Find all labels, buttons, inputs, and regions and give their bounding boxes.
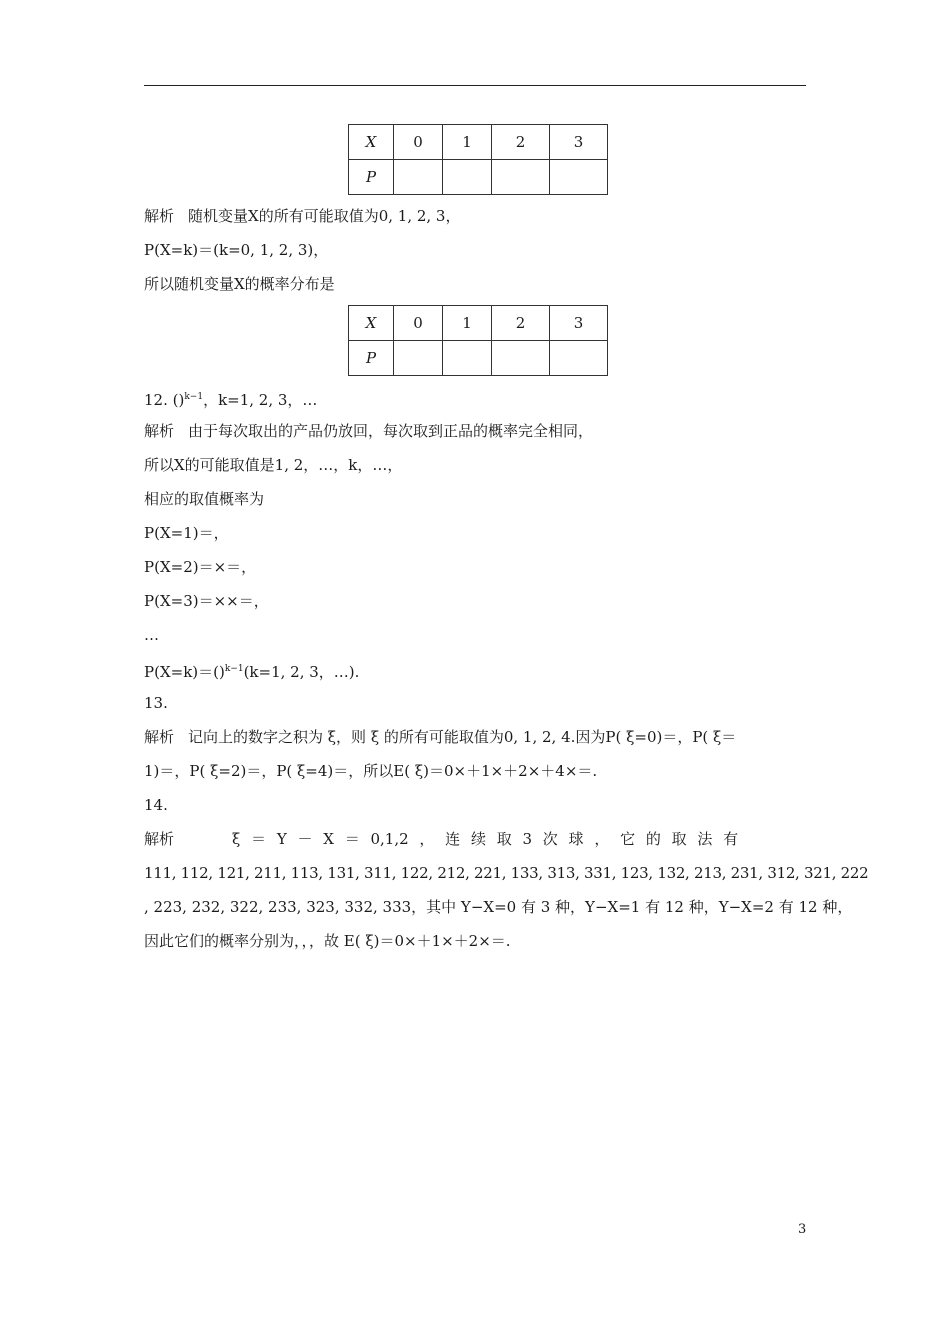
line-text: ，k=1, 2, 3，…: [203, 391, 318, 409]
table-cell: [550, 160, 608, 195]
line-text: 记向上的数字之积为 ξ，则 ξ 的所有可能取值为0, 1, 2, 4.因为P( ξ=0)＝，P( ξ＝: [188, 728, 737, 746]
text-line: 相应的取值概率为: [144, 490, 265, 508]
table-row: [349, 306, 608, 341]
table-cell: 3: [550, 306, 608, 341]
table-cell: [394, 160, 443, 195]
table-row: [349, 125, 608, 160]
exponent: k−1: [224, 664, 244, 674]
table-cell: [443, 341, 492, 376]
text-line: 所以X的可能取值是1, 2，…，k，…，: [144, 456, 403, 474]
text-line: [144, 652, 806, 686]
text-line: P(X=1)＝，: [144, 524, 229, 542]
text-line: [144, 720, 806, 754]
text-line: , 223, 232, 322, 233, 323, 332, 333，其中 Y−X=0 有 3 种，Y−X=1 有 12 种，Y−X=2 有 12 种，: [144, 898, 853, 916]
text-line: P(X=2)＝×＝，: [144, 558, 257, 576]
table-cell: [492, 160, 550, 195]
text-line: 111, 112, 121, 211, 113, 131, 311, 122, 212, 221, 133, 313, 331, 123, 132, 213, 231, 312, 321, 222: [144, 864, 869, 882]
table-row: [349, 341, 608, 376]
table-cell: 3: [550, 125, 608, 160]
table-cell: 2: [492, 306, 550, 341]
analysis-label: 解析: [144, 207, 175, 225]
text-line: P(X=k)＝(k=0, 1, 2, 3)，: [144, 241, 329, 259]
text-line: [144, 414, 806, 448]
table-cell: 1: [443, 306, 492, 341]
line-text: 随机变量X的所有可能取值为0, 1, 2, 3，: [188, 207, 461, 225]
header-rule: [144, 85, 806, 86]
table-row: [349, 160, 608, 195]
table-cell: [492, 341, 550, 376]
analysis-label: 解析: [144, 830, 175, 848]
table-cell: X: [349, 306, 394, 341]
text-line: [144, 822, 806, 856]
line-text: (k=1, 2, 3，…).: [243, 663, 360, 681]
analysis-label: 解析: [144, 728, 175, 746]
table-cell: [394, 341, 443, 376]
table-cell: [443, 160, 492, 195]
table-cell: 0: [394, 306, 443, 341]
line-text: 12. (): [144, 391, 185, 409]
table-cell: P: [349, 160, 394, 195]
table-cell: P: [349, 341, 394, 376]
distribution-table-top: [348, 124, 608, 195]
table-cell: 1: [443, 125, 492, 160]
analysis-label: 解析: [144, 422, 175, 440]
text-line: …: [144, 626, 159, 644]
problem-13-heading: 13.: [144, 694, 168, 712]
table-cell: 2: [492, 125, 550, 160]
problem-14-heading: 14.: [144, 796, 168, 814]
table-cell: X: [349, 125, 394, 160]
text-line: 所以随机变量X的概率分布是: [144, 275, 335, 293]
page-content: [144, 120, 869, 958]
page-number: 3: [798, 1222, 807, 1237]
table-cell: 0: [394, 125, 443, 160]
line-text: P(X=k)＝(): [144, 663, 225, 681]
text-line: [144, 199, 806, 233]
text-line: P(X=3)＝××＝，: [144, 592, 269, 610]
line-text: 由于每次取出的产品仍放回，每次取到正品的概率完全相同，: [188, 422, 594, 440]
problem-12-heading: [144, 380, 806, 414]
table-cell: [550, 341, 608, 376]
text-line: 因此它们的概率分别为，，，故 E( ξ)＝0×＋1×＋2×＝.: [144, 932, 511, 950]
exponent: k−1: [184, 392, 204, 402]
line-text: ξ ＝ Y － X ＝ 0,1,2 ， 连 续 取 3 次 球 ， 它 的 取 法 有: [232, 830, 739, 848]
text-line: 1)＝，P( ξ=2)＝，P( ξ=4)＝，所以E( ξ)＝0×＋1×＋2×＋4×＝.: [144, 762, 598, 780]
distribution-table-bottom: [348, 305, 608, 376]
